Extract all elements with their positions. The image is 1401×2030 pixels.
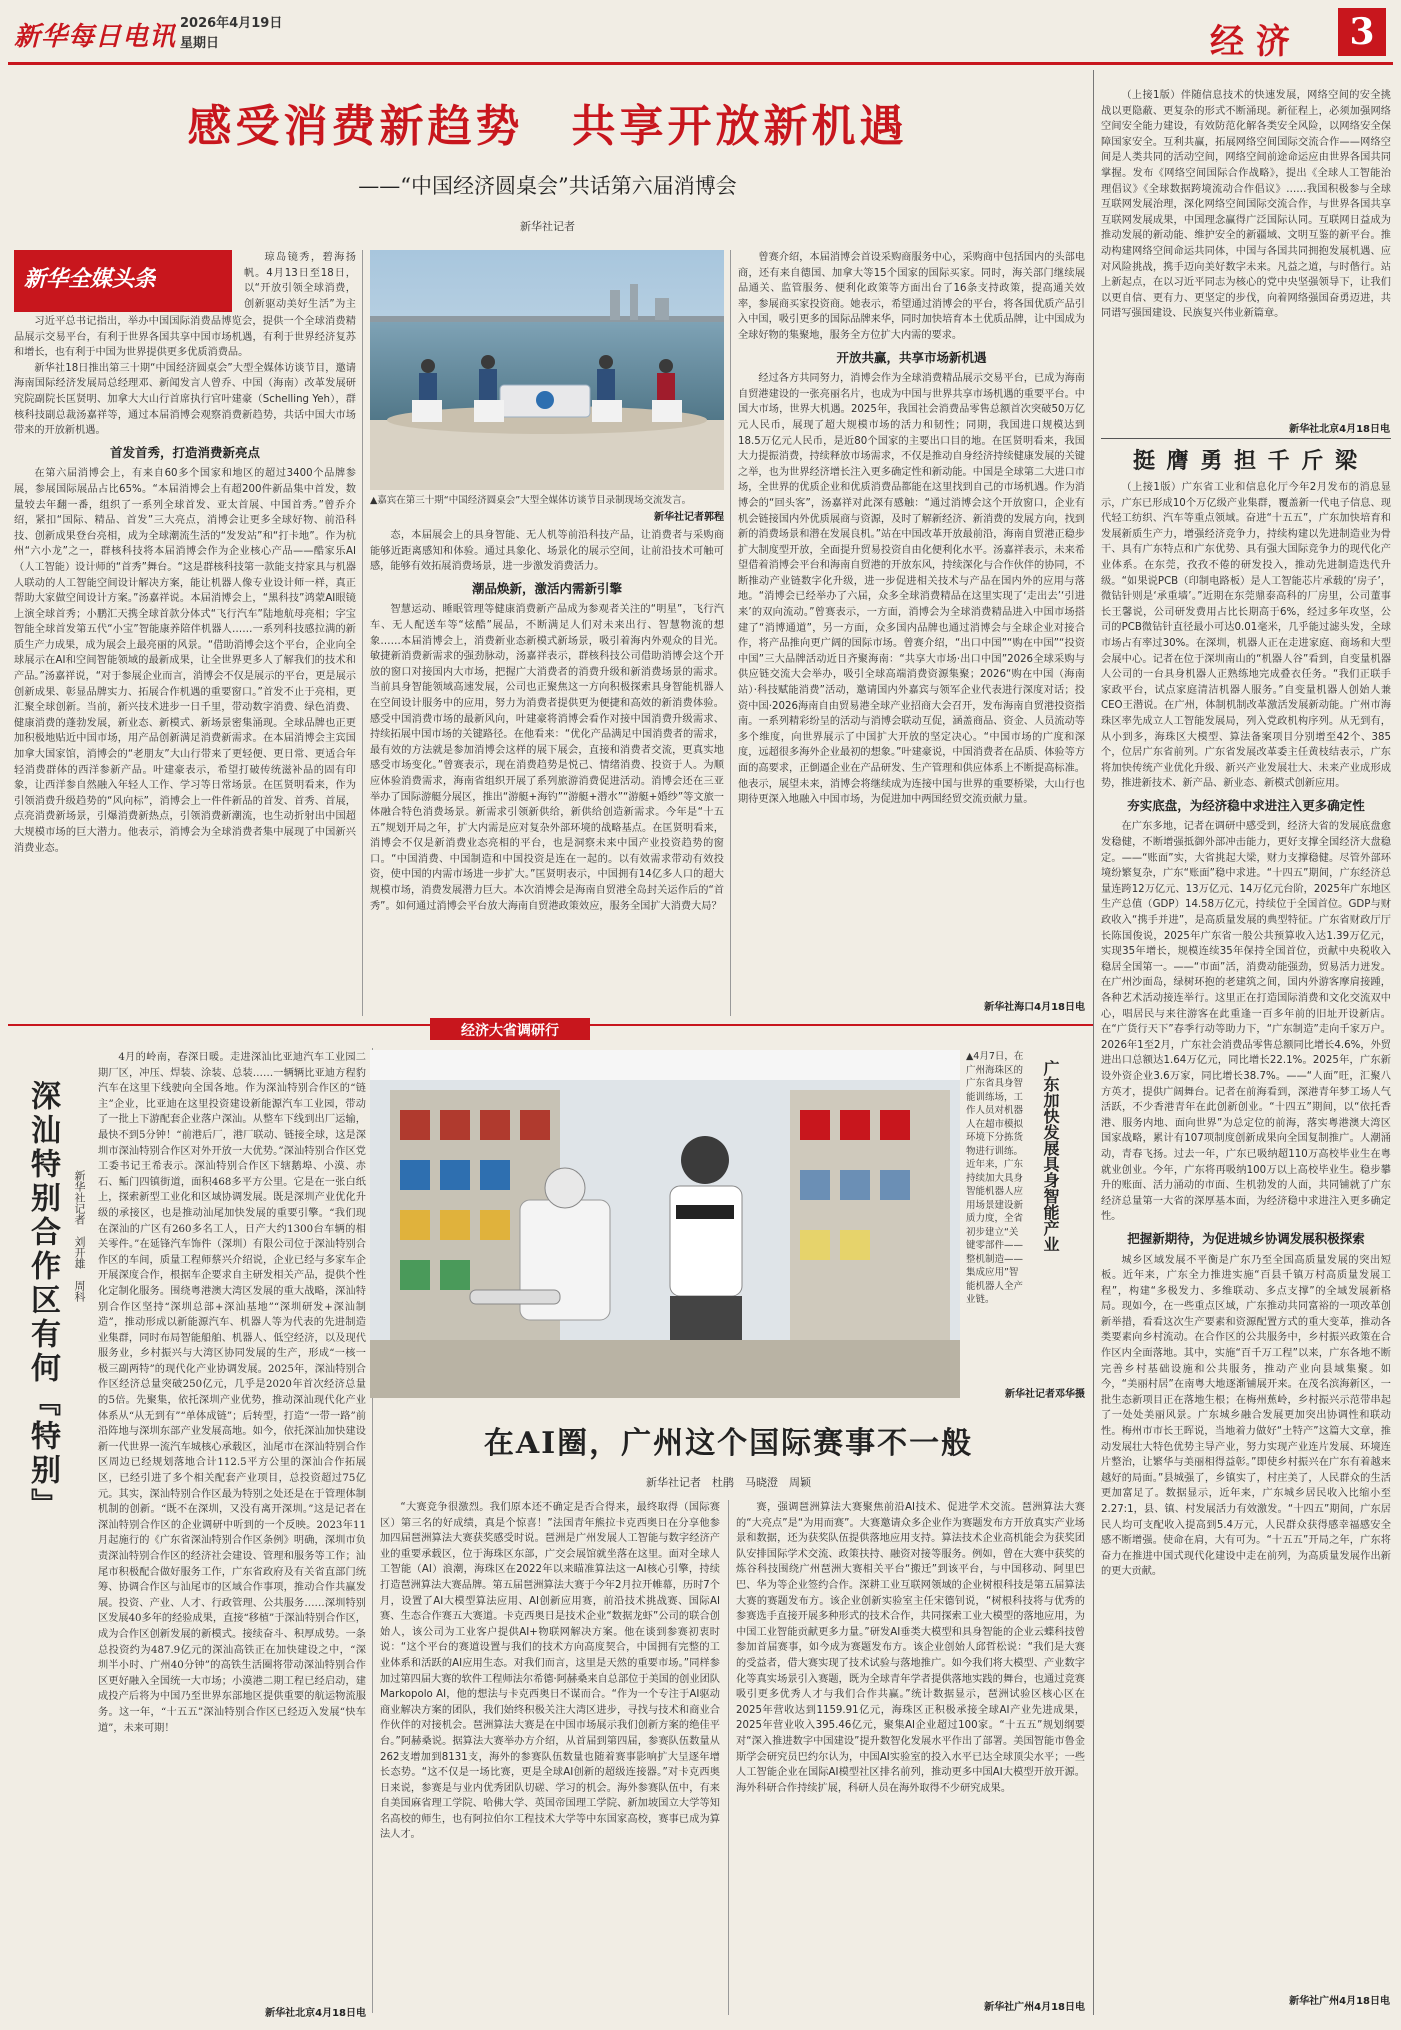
survey-text: 4月的岭南，春深日暖。走进深汕比亚迪汽车工业园二期厂区，冲压、焊装、涂装、总装……一辆辆比亚迪方程豹汽车在这里下线驶向全国各地。作为深汕特别合作区的“链主”企业，比亚迪在这里投资建设新能源汽车工业园，带动了一批上下游配套企业落户深汕。从整车下线到出厂运输，最快不到5分钟！“前港后厂，港厂联动、链接全球，这是深圳市深汕特别合作区对外开放一大优势。”深汕特别合作区党工委书记王希表示。深汕特别合作区下辖鹅埠、小漠、赤石、鲘门四镇街道，面积468多平方公里。它是在一张白纸上，探索新型工业化和区域协调发展。既是深圳产业优化升级的承接区，也是推动汕尾加快发展的重要引擎。“我们现在深汕的广区有260多名工人，日产大约1300台车辆的相关零件。”在延锋汽车饰件（深圳）有限公司位于深汕特别合作区的车间，质量工程师蔡兴介绍说，企业已经与多家车企开展深度合作，根据车企要求自主研发相关产品，提供个性化定制化服务。围绕粤港澳大湾区发展的重大战略，深汕特别合作区坚持“深圳总部+深汕基地”“深圳研发+深汕制造”，推动形成以新能源汽车、机器人等为代表的先进制造业集群，同时布局智能船舶、机器人、低空经济，以及现代服务业，乡村振兴与大湾区协同发展的生产，形成“一核一极三副两特”的现代化产业协调发展。2025年，深汕特别合作区经济总量突破250亿元，几乎是2020年首次经济总量的5倍。先聚集，依托深圳产业优势，推动深汕现代化产业体系从“从无到有”“单体成链”；后转型，打造“一带一路”前沿阵地与深圳东部产业发展高地。如今，依托深汕加快建设新一代世界一流汽车城核心承载区，汕尾市在深汕特别合作区周边已经规划落地合计112.5平方公里的深汕合作拓展区，已经引进了多个相关配套产业项目，总投资超过75亿元。其实，深汕特别合作区最为特别之处还是在于管理体制机制的创新。“既不在深圳，又没有离开深圳。”这是记者在深汕特别合作区的企业调研中听到的一个反映。2023年11月起施行的《广东省深汕特别合作区条例》明确，深圳市负责深汕特别合作区的经济社会建设、管理和服务等工作；汕尾市积极配合做好服务工作，广东省政府及有关省直部门统筹、协调合作区与汕尾市的区域合作事项，推动合作共赢发展。投资、产业、人才、行政管理、公共服务……深圳特别区发展40多年的经验成果，直接“移植”于深汕特别合作区，成为合作区创新发展的新模式。接续奋斗、积厚成势。一条总投资约为487.9亿元的深汕高铁正在加快建设之中，“深圳半小时、广州40分钟”的高铁生活圈将带动深汕特别合作区更好融入全国统一大市场；小漠港二期工程已经启动，建成投产后将为中国乃至世界东部地区提供重要的航运物流服务。这一年，“十五五”深汕特别合作区已经迈入发展“快车道”，未来可期！ — [98, 1052, 366, 1734]
lead-byline: 新华社记者 — [520, 220, 575, 233]
section-divider — [1093, 70, 1094, 2015]
right-divider — [1101, 438, 1391, 439]
lead-para-body: 在第六届消博会上，有来自60多个国家和地区的超过3400个品牌参展，参展国际展品占比65%。“本届消博会上有超200件新品集中首发，数量较去年翻一番，组织了一系列全球首发、亚太首展、中国首秀。”曾乔介绍，紧扣“国际、精品、首发”三大亮点，消博会让更多全球好物、前沿科技、创新成果登台亮相，成为全球潮流生活的“发发站”和“打卡地”。作为杭州“六小龙”之一，群核科技将本届消博会作为企业核心产品——酷家乐AI（人工智能）设计师的“首秀”舞台。“这是群核科技第一款能支持家具与机器人联动的人工智能空间设计解决方案，能让机器人像专业设计师一样，真正帮助大家做空间设计方案。”汤嘉祥说。本届消博会上，“黑科技”鸿蒙AI眼镜上演全球首秀；小鹏汇天携全球首款分体式“飞行汽车”陆地航母亮相；字宝智能全球首发第五代“小宝”智能康养陪伴机器人……一系列科技感拉满的新质生产力成果，成为展会上最亮丽的风景。“借助消博会这个平台，企业向全球展示在AI和空间智能领域的最新成果，让全世界更多人了解我们的技术和产品。”汤嘉祥说，“对于参展企业而言，消博会不仅是展示的平台，更是展示创新成果、彰显品牌实力、拓展合作机遇的重要窗口。”首发不止于亮相，更汇聚全球创新。当前，新兴技术进步一日千里，带动数字消费、绿色消费、健康消费的蓬勃发展，新业态、新模式、新场景密集涌现。全球品牌也正更加积极地贴近中国市场，用产品创新满足消费新需求。在本届消博会主宾国加拿大国家馆，消博会的“老朋友”大山行带来了更轻便、更日常、更适合年轻消费群体的西洋参新产品。叶建豪表示，希望打破传统滋补品的固有印象，让西洋参自然融入年轻人工作、学习等日常场景。在匡贤明看来，作为引领消费升级趋势的“风向标”，消博会上一件件新品的首发、首秀、首展，点亮消费新场景，引爆消费新热点，引领消费新潮流，也生动折射出中国超大规模市场的巨大潜力。他表示，消博会为全球消费者集中展现了中国新兴消费业态。 — [14, 468, 356, 854]
col-divider — [728, 1500, 729, 2015]
lead-column-4 — [738, 250, 1085, 996]
survey-banner-label: 经济大省调研行 — [461, 1023, 559, 1039]
robot-photo-image — [370, 1050, 960, 1398]
forum-photo-credit: 新华社记者郭程 — [654, 512, 724, 523]
masthead-weekday: 星期日 — [180, 36, 220, 51]
badge-label: 新华全媒头条 — [24, 266, 157, 292]
lead-intro-text: 琼岛镜秀，碧海扬帆。4月13日至18日，以“开放引领全球消费，创新驱动美好生活”为主 — [244, 252, 356, 310]
lead-subhead-1: 首发首秀，打造消费新亮点 — [109, 444, 260, 460]
right-top-credit: 新华社北京4月18日电 — [1289, 424, 1390, 435]
forum-photo-image — [370, 250, 724, 490]
forum-photo — [370, 250, 724, 490]
right-story-text-3: 城乡区域发展不平衡是广东乃至全国高质量发展的突出短板。近年来，广东全力推进实施“百县千镇万村高质量发展工程”，构建“多极发力、多维联动、多点支撑”的全域发展新格局。现如今，在一些重点区域，广东推动共同富裕的一项改革创新举措，看看这次生产要素和资源配置方式的重大变革，推动各类要素向乡村流动。在合作区的公共服务中，乡村振兴政策在合作区内全面落地。其中，实施“百千万工程”以来，广东各地不断完善乡村基础设施和公共服务，推动产业向县域集聚。如今，“美丽村居”在南粤大地逐渐铺展开来。在茂名滨海新区，一批生态新项目正在落地生根；在梅州蕉岭，乡村振兴示范带串起了一处处美丽风景。广东城乡融合发展更加突出协调性和联动性。梅州市市长王晖说，当地着力做好“土特产”这篇大文章，推动发展壮大特色优势主导产业，努力实现产业连片发展、环境连片整治，让繁华与美丽相得益彰。”即使乡村振兴在广东有着越来越好的局面。”县城强了，乡镇实了，村庄美了，人民群众的生活更加富足了。数据显示，近年来，广东城乡居民收入比缩小至2.27:1，县、镇、村发展活力有效激发。“十四五”期间，广东居民人均可支配收入提高到5.4万元，人民群众获得感幸福感安全感不断增强。使命在肩，大有可为。“十五五”开局之年，广东将奋力在推进中国式现代化建设中走在前列，为高质量发展作出新的更大贡献。 — [1101, 1254, 1391, 1578]
right-story-title: 挺 膺 勇 担 千 斤 梁 — [1133, 448, 1359, 474]
survey-banner — [430, 1018, 590, 1040]
right-story-body — [1101, 480, 1391, 1985]
page-number: 3 — [1338, 8, 1386, 56]
forum-photo-caption: ▲嘉宾在第三十期“中国经济圆桌会”大型全媒体访谈节目录制现场交流发言。 — [370, 495, 692, 506]
ai-story-headline: 在AI圈，广州这个国际赛事不一般 — [483, 1426, 974, 1461]
lead-col4-body: 经过各方共同努力，消博会作为全球消费精品展示交易平台，已成为海南自贸港建设的一张亮丽名片，也成为中国与世界共享市场机遇的重要平台。中国大市场，世界大机遇。2025年，我国社会消费品零售总额首次突破50万亿元人民币，展现了超大规模市场的活力和韧性；同期，我国进口规模达到18.5万亿元人民币，是近80个国家的主要出口目的地。在匡贤明看来，我国大力提振消费，持续释放市场需求，不仅是推动自身经济持续健康发展的关键之举，也为世界经济增长注入更多确定性和新动能。中国是全球第二大进口市场，全世界的优质企业和优质消费品都能在这里找到自己的市场机遇。作为消博会的“回头客”，汤嘉祥对此深有感触：“通过消博会这个开放窗口，企业有机会链接国内外优质展商与资源，及时了解新经济、新消费的发展方向，找到新的消费场景和潜在发展良机。”站在中国改革开放最前沿，海南自贸港正稳步扩大制度型开放，全面提升贸易投资自由化便利化水平。汤嘉祥表示，未来希望借着消博会平台和海南自贸港的开放东风，持续深化与合作伙伴的协同，不断推动产业链数字化升级，进一步促进相关技术与产品在国内外的应用与落地。“消博会已经举办了六届，众多全球消费精品在这里实现了‘走出去’‘引进来’的双向流动。”曾赛表示，一方面，消博会为全球消费精品进入中国市场搭建了“消博通道”，另一方面，众多国内品牌也通过消博会与全球企业对接合作，将产品推向更广阔的国际市场。曾赛介绍，“出口中国”“购在中国”“投资中国”三大品牌活动近日齐聚海南：“共享大市场·出口中国”2026全球采购与供应链交流大会举办，吸引全球高端消费资源集聚；2026“购在中国（海南站）·科技赋能消费”活动，邀请国内外嘉宾与领军企业代表进行深度对话；投资中国·2026海南自由贸易港全球产业招商大会召开，发布海南自贸港投资指南。一系列精彩纷呈的活动与消博会联动互促，涵盖商品、资金、人员流动等多个维度，向世界展示了中国扩大开放的坚定决心。“中国市场的广度和深度，远超很多海外企业最初的想象。”叶建豪说，中国消费者在品质、体验等方面的高要求，正倒逼企业在产品研发、生产管理和供应体系上不断提高标准。他表示，展望未来，消博会将继续成为连接中国与世界的重要桥梁，大山行也期待更深入地融入中国市场，为促进加中两国经贸交流贡献力量。 — [738, 373, 1085, 806]
survey-body — [98, 1050, 366, 2000]
lead-col4-text: 曾赛介绍，本届消博会首设采购商服务中心，采购商中包括国内的头部电商，还有来自德国、加拿大等15个国家的国际买家。同时，海关部门继续展品通关、监管服务、便利化政策等方面出台了16条支持政策，提高通关效率，参展商买家投资商。她表示，希望通过消博会的平台，将各国优质产品引入中国，吸引更多的国际品牌来华，同时加快培育本土优质品牌，让中国成为全球好物的集聚地，服务全方位扩大内需的要求。 — [738, 252, 1085, 341]
lead-para-2: 习近平总书记指出，举办中国国际消费品博览会，提供一个全球消费精品展示交易平台，有利于世界各国共享中国市场机遇，有利于世界经济复苏和增长，也有利于中国为世界提供更多优质消费品。 — [14, 316, 356, 359]
masthead-date: 2026年4月19日 — [180, 16, 283, 31]
ai-story-col-1 — [380, 1500, 720, 2015]
xinhua-badge — [14, 250, 232, 312]
right-story-text-2: 在广东多地，记者在调研中感受到，经济大省的发展底盘愈发稳健，不断增强抵御外部冲击能力，更好支撑全国经济大盘稳定。——“账面”实，大省挑起大梁，财力支撑稳健。尽管外部环境纷繁复杂，广东“账面”稳中求进。“十四五”期间，广东经济总量连跨12万亿元、13万亿元、14万亿元台阶，2025年广东地区生产总值（GDP）14.58万亿元，持续位于全国首位。GDP与财政收入“携手并进”，是高质量发展的典型特征。广东省财政厅厅长陈国俊说，2025年广东省一般公共预算收入达1.39万亿元，实现35年增长，规模连续35年保持全国首位，贡献中央税收入稳居全国第一。——“市面”活，消费动能强劲，贸易活力迸发。在广州沙面岛，绿树环抱的老建筑之间，国内外游客摩肩接踵，各种艺术活动接连举行。这里正在打造国际消费和文化交流双中心，唱居民与来往游客在此重逢一百多年前的旧址开设新店。在“广货行天下”春季行动等助力下，“广东制造”走向千家万户。2026年1至2月，广东社会消费品零售总额同比增长4.6%，外贸进出口总额达1.64万亿元，同比增长22.1%。2025年，广东新设外资企业3.6万家，同比增长38.7%。——“人面”旺，汇聚八方英才，提供广阔舞台。记者在前海看到，深港青年梦工场人气活跃，不少香港青年在此创新创业。“十四五”期间，以“依托香港、服务内地、面向世界”为总定位的前海，落实粤港澳大湾区国家战略，累计有107项制度创新成果向全国复制推广。人潮涌动，青春飞扬。过去一年，广东已吸纳超110万高校毕业生在粤就业创业。今年，广东将再吸纳100万以上高校毕业生。稳步攀升的账面、活力涌动的市面、生机勃发的人面，共同铺就了广东经济总量第一大省的深厚基本面，为经济稳中求进注入更多确定性。 — [1101, 821, 1391, 1223]
ai-story-text-2: 赛，强调琶洲算法大赛聚焦前沿AI技术、促进学术交流。琶洲算法大赛的“大亮点”是“为用而赛”。大赛邀请众多企业作为赛题发布方开放真实产业场景和数据，还为获奖队伍提供落地应用支持。算法技术企业高机能会为获奖团队安排国际学术交流、政策扶持、融资对接等服务。例如，曾在大赛中获奖的炼谷科技围绕广州琶洲大赛相关平台“搬迁”到该平台，与中国移动、阿里巴巴、华为等企业签约合作。深耕工业互联网领域的企业树根科技是第五届算法大赛的赛题发布方。该企业创新实验室主任宋德钊说，“树根科技将与优秀的参赛选手直接开展多种形式的技术合作，共同探索工业大模型的落地应用，为中国工业智能贡献更多力量。”研发AI垂类大模型和具身智能的企业云蝶科技曾参加首届赛事，如今成为赛题发布方。该企业创始人邱哲松说：“我们是大赛的受益者，借大赛实现了技术试验与落地推广。如今我们将大模型、产业数字化等真实场景引入赛题，既为全球青年学者提供落地实践的舞台，也通过竞赛吸引更多优秀人才与我们合作共赢。”统计数据显示，琶洲试验区核心区在2025年营收达到1159.91亿元，海珠区正积极承接全球AI产业先进成果，2025年营业收入395.46亿元，聚集AI企业超过100家。“十五五”规划纲要对“深入推进数字中国建设”提升数智化发展水平作出了部署。美国智能市鲁金斯学会研究员巴约尔认为，中国AI实验室的投入水平已达全球顶尖水平；一些人工智能企业在国际AI模型社区排名前列，推动更多中国AI大模型开放开源。海外科研合作持续扩展，科研人员在海外取得不少研究成果。 — [736, 1502, 1085, 1794]
masthead-rule — [8, 62, 1393, 65]
robot-photo-credit: 新华社记者邓华摄 — [1005, 1389, 1085, 1400]
survey-credit: 新华社北京4月18日电 — [265, 2008, 366, 2019]
lead-subhead-2: 潮品焕新，激活内需新引擎 — [471, 580, 622, 596]
right-continuation — [1101, 88, 1391, 418]
right-mid-credit: 新华社广州4月18日电 — [1289, 1996, 1390, 2007]
right-subhead-2: 把握新期待，为促进城乡协调发展积极探索 — [1127, 1230, 1365, 1246]
robot-training-photo — [370, 1050, 960, 1398]
lead-credit: 新华社海口4月18日电 — [984, 1002, 1085, 1013]
survey-title: 深汕特别合作区有何『特别』 — [25, 1080, 60, 1522]
lead-col3-body: 智慧运动、睡眠管理等健康消费新产品成为参观者关注的“明星”，飞行汽车、无人配送车等“炫酷”展品，不断满足人们对未来出行、智慧物流的想象……本届消博会上，消费新业态新模式新场景，吸引着海内外观众的目光。敏捷新消费新需求的强劲脉动，汤嘉祥表示，群核科技公司借助消博会这个开放的窗口对接国内大市场，把握广大消费者的消费升级和新消费场景的需求。当前具身智能领域高速发展，公司也正聚焦这一方向积极探索具身智能机器人在空间设计服务中的应用，努力为消费者提供更为便捷和高效的新消费体验。感受中国消费市场的最新风向，叶建豪将消博会看作对接中国消费升级需求、持续拓展中国市场的关键路径。在他看来：“优化产品满足中国消费者的需求，最有效的方法就是参加消博会这样的展下展会，直接和消费者交流，更真实地感受市场变化。”曾赛表示，现在消费趋势是悦己、情绪消费、投资于人。为顺应体验消费需求，海南省组织开展了系列旅游消费促进活动。消博会还在三亚举办了国际游艇分展区，推出“游艇+海钓”“游艇+潜水”“游艇+婚纱”等文旅一体融合特色消费场景。新需求引领新供给，新供给创造新需求。今年是“十五五”规划开局之年，扩大内需是应对复杂外部环境的战略基点。在匡贤明看来，消博会不仅是新消费业态亮相的平台，也是洞察未来中国产业投资趋势的窗口。“中国消费、中国制造和中国投资是连在一起的。以有效需求带动有效投资，使中国的内需市场进一步扩大。”匡贤明表示，中国拥有14亿多人口的超大规模市场，消费发展潜力巨大。本次消博会是海南自贸港全岛封关运作后的“首秀”。如何通过消博会平台放大海南自贸港政策效应，服务全国扩大消费大局？ — [370, 604, 724, 912]
robot-side-title: 广东加快发展具身智能产业 — [1041, 1060, 1060, 1252]
survey-byline: 新华社记者 刘开雄 周科 — [73, 1170, 86, 1302]
right-story-text: （上接1版）广东省工业和信息化厅今年2月发布的消息显示，广东已形成10个万亿级产业集群，覆盖新一代电子信息、现代轻工纺织、汽车等重点领域。奋进“十五五”，广东加快培育和发展新质生产力，增强经济竞争力，持续构建以先进制造业为骨干、具有广东特点和广东优势、具有强大国际竞争力的现代化产业体系。在东莞，孜孜不倦的研发投入，推动先进制造迭代升级。“如果说PCB（印制电路板）是人工智能芯片承载的‘房子’，微钻针则是‘承重墙’。”近期在东莞鼎泰高科的厂房里，公司董事长王馨说，公司研发费用占比长期高于6%，经过多年攻坚，公司的PCB微钻针直径最小可达0.01毫米，几乎能过滤头发，全球市场占有率过30%。在深圳，机器人正在走进家庭、商场和大型会展中心。记者在位于深圳南山的“机器人谷”看到，自变量机器人公司的一台具身机器人正熟练地完成叠衣任务。“我们正联手家政平台，试点家庭清洁机器人服务。”自变量机器人创始人兼CEO王潜说。在广州，体制机制改革激活发展新动能。广州市海珠区率先成立人工智能发展局，列入党政机构序列。从无到有，从小到多，海珠区大模型、算法备案项目分别增至42个、385个，位居广东省前列。广东省发展改革委主任黄枝结表示，广东将加快传统产业优化升级、新兴产业发展壮大、未来产业成形成势，推进新技术、新产品、新业态、新模式创新应用。 — [1101, 482, 1391, 790]
col-divider — [730, 250, 731, 1016]
robot-photo-caption: ▲4月7日，在广州海珠区的广东省具身智能训练场，工作人员对机器人在超市模拟环境下分拣货物进行训练。近年来，广东持续加大具身智能机器人应用场景建设新质力度，全省初步建立“关键零部件——整机制造——集成应用”智能机器人全产业链。 — [966, 1051, 1024, 1305]
lead-subhead-3: 开放共赢，共享市场新机遇 — [836, 349, 987, 365]
ai-story-byline: 新华社记者 杜鹃 马晓澄 周颖 — [646, 1476, 811, 1489]
right-cont-text: （上接1版）伴随信息技术的快速发展，网络空间的安全挑战以更隐蔽、更复杂的形式不断涌现。新征程上，必须加强网络空间安全能力建设，有效防范化解各类安全风险，以网络安全保障国家安全。互利共赢，拓展网络空间国际交流合作——网络空间是人类共同的活动空间，网络空间前途命运应由世界各国共同掌握。发布《网络空间国际合作战略》，提出《全球人工智能治理倡议》《全球数据跨境流动合作倡议》……我国积极参与全球互联网发展治理，深化网络空间国际交流合作，与世界各国共享互联网发展成果，中国理念赢得广泛国际认同。互联网日益成为推动发展的新动能、维护安全的新疆域、文明互鉴的新平台。推动构建网络空间命运共同体，中国与各国共同拥抱发展机遇、应对风险挑战，携手迈向美好数字未来。凡益之道，与时偕行。站上新起点，在以习近平同志为核心的党中央坚强领导下，让我们以更自信、更有力、更坚定的步伐，向着网络强国奋勇迈进，共同谱写强国建设、民族复兴伟业新篇章。 — [1101, 90, 1391, 320]
lead-col3-text: 态，本届展会上的具身智能、无人机等前沿科技产品，让消费者与采购商能够近距离感知和体验。通过具象化、场景化的展示空间，让前沿技术可触可感，能够有效拓展消费场景，进一步激发消费活力。 — [370, 530, 724, 573]
lead-headline: 感受消费新趋势 共享开放新机遇 — [187, 101, 908, 152]
masthead — [0, 0, 1401, 62]
lead-column-3 — [370, 528, 724, 1016]
ai-story-col-2 — [736, 1500, 1085, 1994]
newspaper-logo: 新华每日电讯 — [14, 22, 177, 52]
lead-column-1-intro — [244, 250, 356, 312]
ai-story-text-1: “大赛竞争很激烈。我们原本还不确定是否合得来，最终取得（国际赛区）第三名的好成绩，真是个惊喜！”法国青年熊拉卡克西奥日在分享他参加四届琶洲算法大赛获奖感受时说。琶洲是广州发展人工智能与数字经济产业的重要承载区，位于海珠区东部，广交会展馆就坐落在这里。面对全球人工智能（AI）浪潮，海珠区在2022年以来瞄准算法这一AI核心引擎，持续打造琶洲算法大赛品牌。第五届琶洲算法大赛于今年2月拉开帷幕，历时7个月，设置了AI大模型算法应用、AI创新应用赛，前沿技术挑战赛、国际AI赛、生态合作赛五大赛道。卡克西奥日是技术企业“数据龙虾”公司的联合创始人，该公司为工业客户提供AI+物联网解决方案。他在谈到参赛初衷时说：“这个平台的赛道设置与我们的技术方向高度契合，中国拥有完整的工业体系和活跃的AI应用生态。对我们而言，这里是天然的重要市场。”同样参加过第四届大赛的软件工程师法尔希德·阿赫桑来自总部位于美国的创业团队Markopolo AI，他的想法与卡克西奥日不谋而合。“作为一个专注于AI驱动商业解决方案的团队，我们始终积极关注大湾区进步，寻找与技术和商业合作伙伴的对接机会。琶洲算法大赛是在中国市场展示我们创新方案的绝佳平台。”阿赫桑说。据算法大赛举办方介绍，从首届到第四届，参赛队伍数量从262支增加到8131支，海外的参赛队伍数量也随着赛事影响扩大呈逐年增长态势。“这不仅是一场比赛，更是全球AI创新的超级连接器。”对卡克西奥日来说，参赛是与业内优秀团队切磋、学习的机会。海外参赛队伍中，有来自美国麻省理工学院、哈佛大学、英国帝国理工学院、新加坡国立大学等知名高校的师生，也有阿拉伯尔工程技术大学等中东国家高校，赛事已成为算法人才。 — [380, 1502, 720, 1841]
lead-para-3: 新华社18日推出第三十期“中国经济圆桌会”大型全媒体访谈节目，邀请海南国际经济发展局总经理邓、新闻发言人曾乔、中国（海南）改革发展研究院副院长匡贤明、加拿大大山行首席执行官叶建豪（Schelling Yeh），群核科技副总裁汤嘉祥等，通过本届消博会观察消费新趋势，共话中国大市场带来的开放新机遇。 — [14, 362, 356, 437]
lead-subheadline: ——“中国经济圆桌会”共话第六届消博会 — [358, 174, 737, 198]
right-subhead-1: 夯实底盘，为经济稳中求进注入更多确定性 — [1127, 797, 1365, 813]
col-divider — [362, 250, 363, 1016]
ai-story-credit: 新华社广州4月18日电 — [984, 2002, 1085, 2013]
section-title: 经 济 — [1210, 22, 1290, 62]
lead-column-1 — [14, 314, 356, 1016]
